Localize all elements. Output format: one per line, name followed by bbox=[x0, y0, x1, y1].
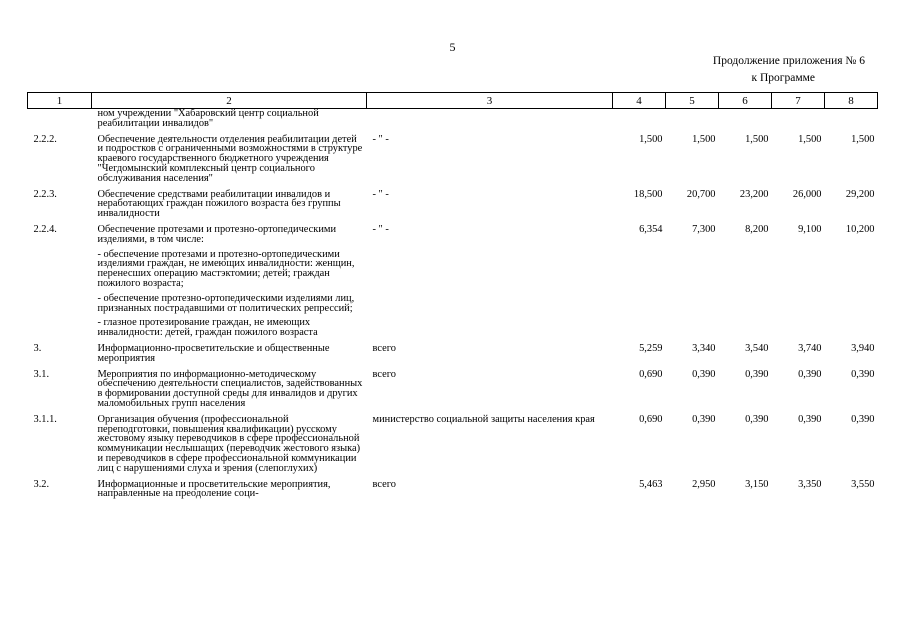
row-description: Информационные и просветительские мероприятия, направленные на преодоление соци- bbox=[97, 478, 331, 500]
row-value-4: 6,354 bbox=[639, 223, 663, 235]
row-executor: всего bbox=[372, 478, 396, 490]
row-value-8: 10,200 bbox=[845, 223, 875, 235]
table-header bbox=[28, 93, 878, 109]
row-number: 3.2. bbox=[33, 478, 50, 490]
row-description: Информационно-просветительские и общественные мероприятия bbox=[97, 342, 330, 364]
row-value-7 bbox=[772, 109, 825, 129]
row-executor: - " - bbox=[372, 133, 389, 145]
col-header-3: 3 bbox=[367, 93, 613, 109]
col-header-4: 4 bbox=[613, 93, 666, 109]
row-number: 3. bbox=[33, 342, 42, 354]
row-value-8: 3,940 bbox=[851, 342, 875, 354]
row-value-7: 26,000 bbox=[792, 188, 822, 200]
page-number: 5 bbox=[449, 40, 456, 54]
row-value-5: 7,300 bbox=[692, 223, 716, 235]
row-value-5: 0,390 bbox=[692, 413, 716, 425]
row-value-5: 2,950 bbox=[692, 478, 716, 490]
table-row bbox=[28, 409, 878, 474]
row-value-6: 0,390 bbox=[745, 413, 769, 425]
continuation-title: Продолжение приложения № 6 bbox=[712, 55, 865, 67]
row-number bbox=[28, 109, 92, 129]
row-value-4: 18,500 bbox=[633, 188, 663, 200]
row-value-4: 1,500 bbox=[639, 133, 663, 145]
row-value-4: 0,690 bbox=[639, 368, 663, 380]
row-executor: всего bbox=[372, 342, 396, 354]
row-value-5: 1,500 bbox=[692, 133, 716, 145]
row-value-4: 5,463 bbox=[639, 478, 663, 490]
row-value-8 bbox=[825, 109, 878, 129]
continuation-subtitle: к Программе bbox=[751, 72, 815, 84]
row-value-5: 0,390 bbox=[692, 368, 716, 380]
row-number: 2.2.3. bbox=[33, 188, 57, 200]
row-value-6: 3,540 bbox=[745, 342, 769, 354]
row-value-4: 0,690 bbox=[639, 413, 663, 425]
table-row bbox=[28, 184, 878, 219]
row-value-5: 3,340 bbox=[692, 342, 716, 354]
row-number: 2.2.2. bbox=[33, 133, 57, 145]
col-header-2: 2 bbox=[92, 93, 367, 109]
row-value-4: 5,259 bbox=[639, 342, 663, 354]
row-executor: - " - bbox=[372, 223, 389, 235]
row-value-8: 0,390 bbox=[851, 368, 875, 380]
row-subitem: - глазное протезирование граждан, не имеющих инвалидности: детей, граждан пожилого возраста bbox=[97, 317, 318, 339]
table-row bbox=[28, 474, 878, 500]
row-number: 2.2.4. bbox=[33, 223, 57, 235]
row-description bbox=[92, 219, 367, 338]
row-value-6: 23,200 bbox=[739, 188, 769, 200]
row-executor: всего bbox=[372, 368, 396, 380]
row-description-main: Обеспечение протезами и протезно-ортопедическими изделиями, в том числе: bbox=[97, 223, 337, 245]
row-number: 3.1.1. bbox=[33, 413, 57, 425]
col-header-6: 6 bbox=[719, 93, 772, 109]
row-executor bbox=[367, 109, 613, 129]
row-value-8: 29,200 bbox=[845, 188, 875, 200]
program-table bbox=[27, 92, 878, 499]
row-value-5: 20,700 bbox=[686, 188, 716, 200]
row-value-7: 1,500 bbox=[798, 133, 822, 145]
row-description: Организация обучения (профессиональной переподготовки, повышения квалификации) русскому жестовому языку переводчиков в сфере профессиональной коммуникации неслышащих (переводчик жестового языка) и переводчиков в сфере профессиональной коммуникации лиц с нарушениями слуха и зрения (слепоглухих) bbox=[97, 413, 361, 474]
row-value-7: 0,390 bbox=[798, 413, 822, 425]
row-value-6: 3,150 bbox=[745, 478, 769, 490]
row-subitem: - обеспечение протезно-ортопедическими изделиями лиц, признанных пострадавшими от политических репрессий; bbox=[97, 292, 355, 314]
row-value-7: 9,100 bbox=[798, 223, 822, 235]
row-number: 3.1. bbox=[33, 368, 50, 380]
table-row bbox=[28, 364, 878, 409]
col-header-7: 7 bbox=[772, 93, 825, 109]
table-row bbox=[28, 109, 878, 129]
row-executor: министерство социальной защиты населения края bbox=[372, 413, 595, 425]
table-row bbox=[28, 338, 878, 364]
row-value-7: 0,390 bbox=[798, 368, 822, 380]
row-value-6: 0,390 bbox=[745, 368, 769, 380]
row-subitem: - обеспечение протезами и протезно-ортопедическими изделиями граждан, не имеющих инвалидности: женщин, перенесших операцию мастэктомии; детей; граждан пожилого возраста; bbox=[97, 248, 355, 289]
table-row bbox=[28, 129, 878, 184]
row-value-8: 3,550 bbox=[851, 478, 875, 490]
row-value-7: 3,740 bbox=[798, 342, 822, 354]
row-description: Мероприятия по информационно-методическому обеспечению деятельности специалистов, задействованных в формировании доступной среды для инвалидов и других маломобильных групп населения bbox=[97, 368, 363, 409]
col-header-8: 8 bbox=[825, 93, 878, 109]
col-header-1: 1 bbox=[28, 93, 92, 109]
row-value-4 bbox=[613, 109, 666, 129]
col-header-5: 5 bbox=[666, 93, 719, 109]
row-executor: - " - bbox=[372, 188, 389, 200]
row-value-8: 0,390 bbox=[851, 413, 875, 425]
row-description: Обеспечение деятельности отделения реабилитации детей и подростков с ограниченными возможностями в структуре краевого государственного бюджетного учреждения "Чегдомынский комплексный центр социального обслуживания населения" bbox=[97, 133, 363, 184]
row-value-5 bbox=[666, 109, 719, 129]
row-description: Обеспечение средствами реабилитации инвалидов и неработающих граждан пожилого возраста без группы инвалидности bbox=[97, 188, 341, 220]
row-value-6 bbox=[719, 109, 772, 129]
row-description: ном учреждении "Хабаровский центр социальной реабилитации инвалидов" bbox=[97, 108, 319, 129]
row-value-8: 1,500 bbox=[851, 133, 875, 145]
table-row bbox=[28, 219, 878, 338]
row-value-6: 8,200 bbox=[745, 223, 769, 235]
row-value-6: 1,500 bbox=[745, 133, 769, 145]
row-value-7: 3,350 bbox=[798, 478, 822, 490]
